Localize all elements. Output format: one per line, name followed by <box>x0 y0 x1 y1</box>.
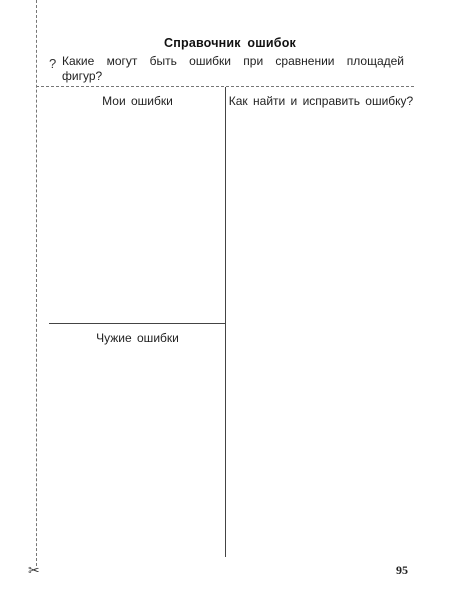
table-vertical-divider <box>225 87 226 557</box>
question-text: Какие могут быть ошибки при сравнении площадей фигур? <box>62 54 404 83</box>
table-horizontal-divider <box>49 323 226 324</box>
question-mark-icon: ? <box>49 56 57 71</box>
my-errors-header: Мои ошибки <box>102 94 173 108</box>
page-title: Справочник ошибок <box>164 36 296 50</box>
page-number: 95 <box>396 563 408 577</box>
how-to-fix-header: Как найти и исправить ошибку? <box>228 94 414 108</box>
others-errors-header: Чужие ошибки <box>96 331 179 345</box>
scissors-icon: ✂ <box>28 563 40 579</box>
cut-line <box>36 0 37 566</box>
